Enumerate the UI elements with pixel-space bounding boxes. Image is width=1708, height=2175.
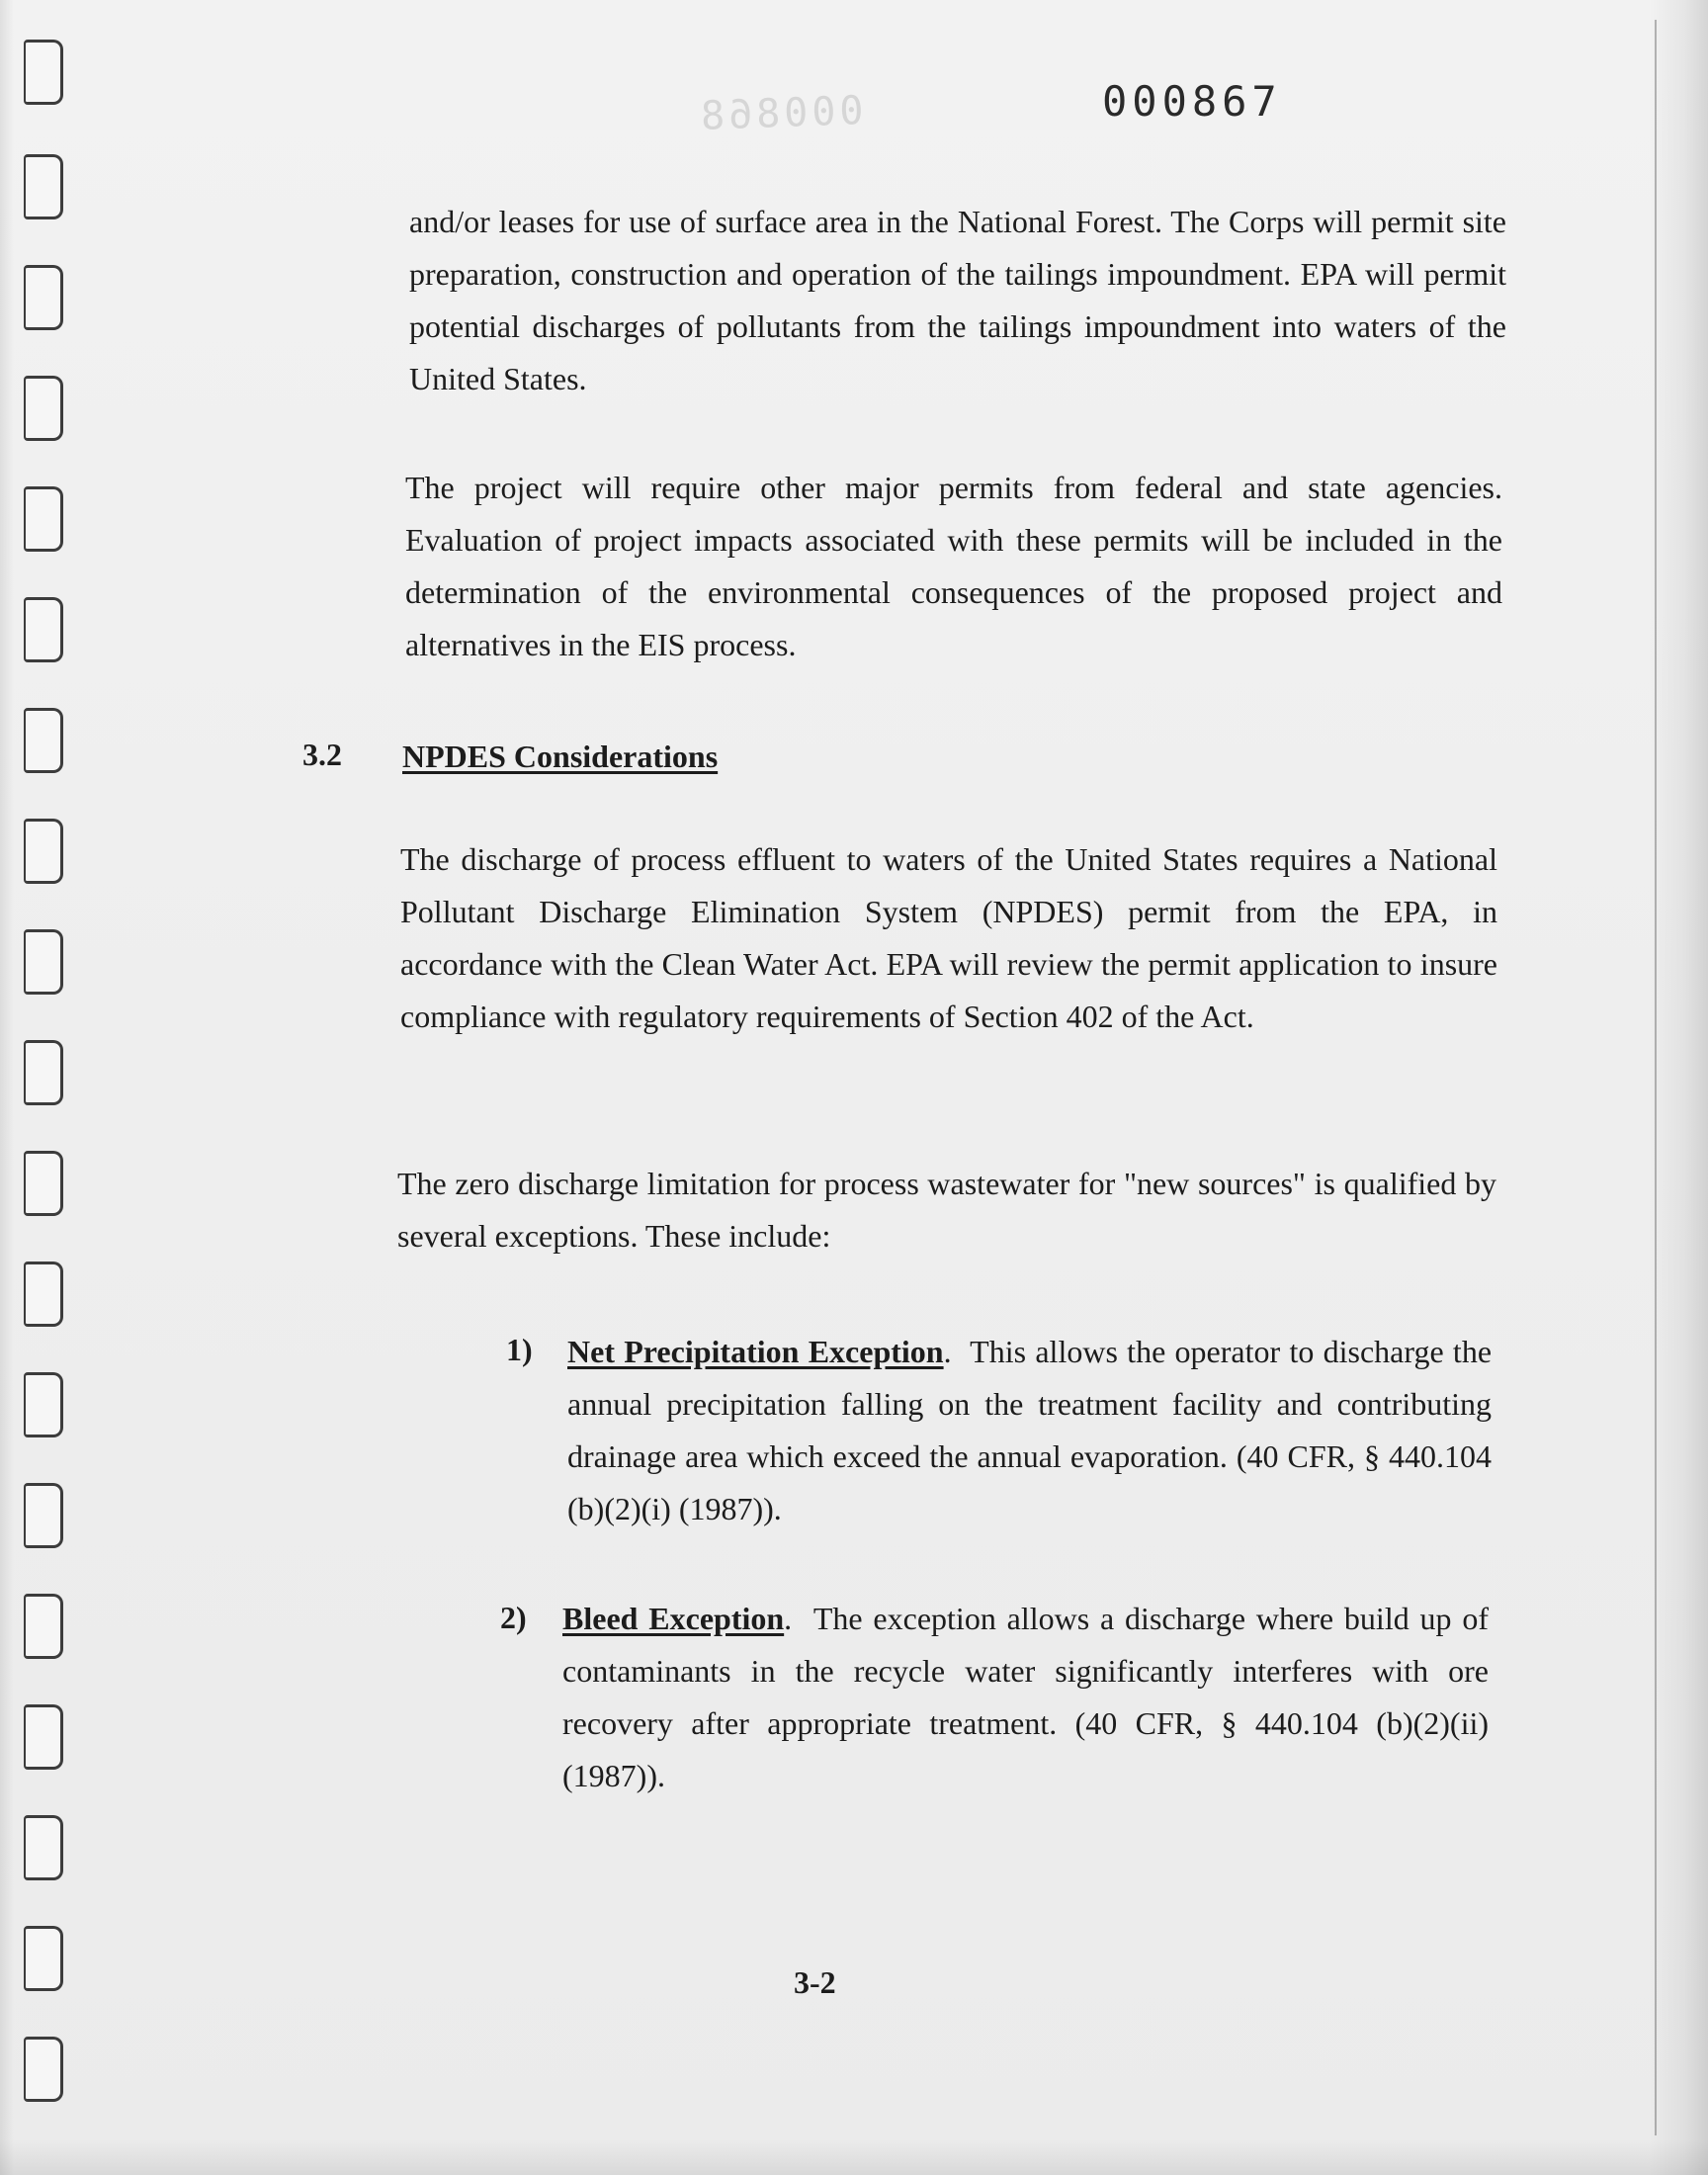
page-number: 3-2 xyxy=(794,1964,836,2000)
binder-hole xyxy=(24,1483,63,1548)
binder-hole xyxy=(24,1040,63,1105)
list-item-bleed xyxy=(562,1593,1489,1802)
list-item-term-period: . xyxy=(943,1334,952,1369)
binder-hole xyxy=(24,1594,63,1659)
binder-hole xyxy=(24,40,63,105)
binder-hole xyxy=(24,597,63,662)
list-item-net-precipitation xyxy=(567,1326,1492,1535)
paragraph-npdes-permit: The discharge of process effluent to waters of the United States requires a National Pollutant Discharge Elimination System (NPDES) permit from the EPA, in accordance with the Clean Water Act. EPA will review the permit application to insure compliance with regulatory requirements of Section 402 of the Act. xyxy=(400,841,1497,1034)
binder-hole xyxy=(24,1815,63,1880)
scan-bottom-shadow xyxy=(0,2139,1708,2175)
list-item-number: 1) xyxy=(506,1332,533,1367)
document-stamp-number: 000867 xyxy=(1102,77,1282,126)
list-item-term-period: . xyxy=(784,1601,793,1636)
list-item-term: Bleed Exception xyxy=(562,1601,785,1636)
section-number: 3.2 xyxy=(302,737,342,772)
binder-hole xyxy=(24,929,63,995)
paragraph-other-permits: The project will require other major permits from federal and state agencies. Evaluation of project impacts associated with these permits will be included in the determination of the environmental consequences of the proposed project and alternatives in the EIS process. xyxy=(405,470,1502,662)
binder-hole xyxy=(24,2037,63,2102)
binder-hole xyxy=(24,376,63,441)
section-title: NPDES Considerations xyxy=(402,739,719,774)
binder-holes xyxy=(0,0,79,2175)
page-edge xyxy=(1655,20,1657,2135)
list-item-text: The exception allows a discharge where build up of contaminants in the recycle water significantly interferes with ore recovery after appropriate treatment. (40 CFR, § 440.104 (b)(2)(ii) (1987)). xyxy=(562,1601,1490,1793)
binder-hole xyxy=(24,1704,63,1770)
binder-hole xyxy=(24,1262,63,1327)
binder-hole xyxy=(24,1151,63,1216)
paragraph-zero-discharge: The zero discharge limitation for process wastewater for "new sources" is qualified by several exceptions. These include: xyxy=(397,1166,1496,1254)
list-item-term: Net Precipitation Exception xyxy=(567,1334,944,1369)
list-item-number: 2) xyxy=(500,1600,527,1635)
list-item-text: This allows the operator to discharge the annual precipitation falling on the treatment facility and contributing drainage area which exceed the annual evaporation. (40 CFR, § 440.104 (b)(2)(i) (1987)). xyxy=(567,1334,1493,1526)
binder-hole xyxy=(24,708,63,773)
scan-right-shadow xyxy=(1649,0,1708,2175)
binder-hole xyxy=(24,486,63,552)
paragraph-permits-intro: and/or leases for use of surface area in the National Forest. The Corps will permit site preparation, construction and operation of the tailings impoundment. EPA will permit potential discharges of pollutants from the tailings impoundment into waters of the United States. xyxy=(409,204,1506,396)
bleed-through-stamp: 000868 xyxy=(696,88,865,139)
binder-hole xyxy=(24,265,63,330)
binder-hole xyxy=(24,1372,63,1437)
binder-hole xyxy=(24,154,63,219)
binder-hole xyxy=(24,819,63,884)
binder-hole xyxy=(24,1926,63,1991)
